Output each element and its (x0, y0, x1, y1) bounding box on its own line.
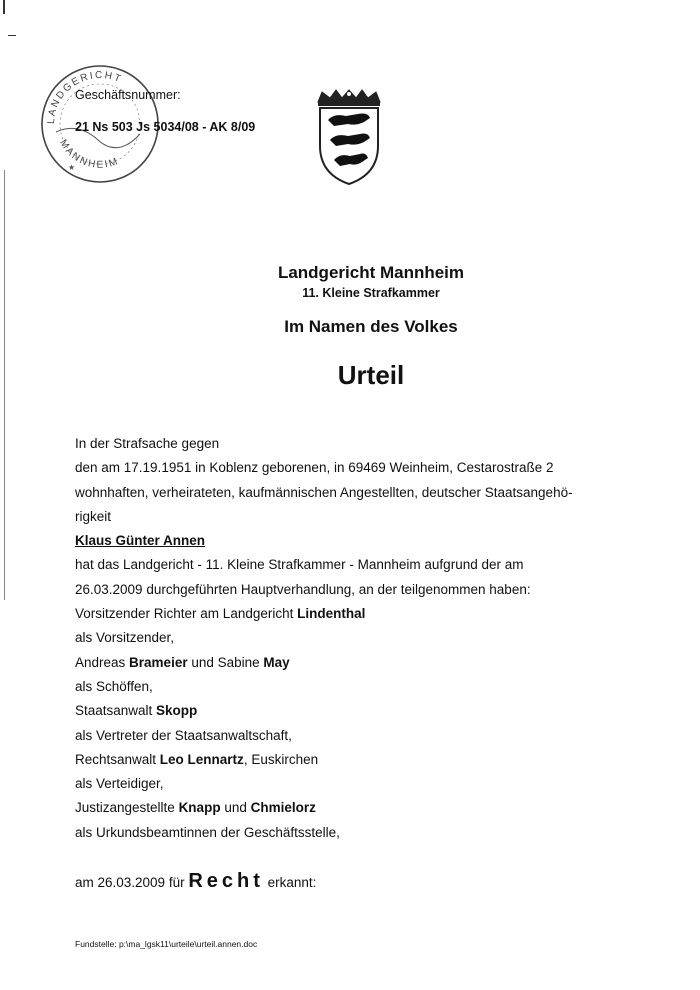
lay-judge-name: May (263, 654, 290, 670)
scan-mark (8, 35, 16, 36)
body-line: den am 17.19.1951 in Koblenz geborenen, in 69469 Weinheim, Cestarostraße 2 (75, 460, 554, 476)
lawyer-name: Leo Lennartz (159, 751, 244, 767)
lawyer-line (75, 748, 635, 772)
coat-of-arms-icon (312, 88, 386, 186)
lawyer-city: , Euskirchen (243, 751, 319, 767)
stamp-text-bottom: MANNHEIM (57, 137, 121, 171)
judge-line (75, 602, 635, 626)
lay-judges-line (75, 651, 635, 675)
prosecutor-title: Staatsanwalt (75, 703, 157, 719)
body-line: rigkeit (75, 508, 112, 524)
prosecutor-role: als Vertreter der Staatsanwaltschaft, (75, 727, 292, 743)
conclusion-end: erkannt: (263, 875, 317, 890)
verdict-title: Urteil (337, 360, 405, 390)
prosecutor-name: Skopp (156, 703, 198, 719)
body-line: In der Strafsache gegen (75, 436, 220, 451)
stamp-text-top: LANDGERICHT (45, 69, 124, 125)
clerks-line (75, 796, 635, 820)
judge-role: als Vorsitzender, (75, 630, 175, 646)
reference-number: 21 Ns 503 Js 5034/08 - AK 8/09 (75, 120, 256, 134)
prosecutor-line (75, 699, 635, 723)
conclusion-line (75, 870, 316, 893)
chamber-name: 11. Kleine Strafkammer (302, 286, 440, 300)
body-line: 26.03.2009 durchgeführten Hauptverhandlung, an der teilgenommen haben: (75, 581, 531, 597)
in-the-name-heading: Im Namen des Volkes (284, 317, 458, 336)
lay-role: als Schöffen, (75, 678, 153, 694)
svg-text:MANNHEIM (57, 138, 121, 171)
body-line: hat das Landgericht - 11. Kleine Strafkammer - Mannheim aufgrund der am (75, 557, 524, 573)
judge-name: Lindenthal (297, 606, 366, 622)
conjunction: und Sabine (187, 654, 264, 670)
judge-title: Vorsitzender Richter am Landgericht (75, 606, 298, 622)
clerks-role: als Urkundsbeamtinnen der Geschäftsstelle, (75, 824, 340, 840)
clerk-name: Chmielorz (250, 800, 316, 816)
lay-judge-first: Andreas (75, 654, 130, 670)
court-name: Landgericht Mannheim (277, 263, 465, 282)
document-body (75, 432, 635, 845)
clerk-name: Knapp (178, 800, 221, 816)
conclusion-date: am 26.03.2009 für (75, 875, 189, 890)
body-line: wohnhaften, verheirateten, kaufmännischen Angestellten, deutscher Staatsangehö- (75, 484, 573, 500)
lawyer-role: als Verteidiger, (75, 776, 164, 792)
file-reference-footer: Fundstelle: p:\ma_lgsk11\urteile\urteil.annen.doc (75, 939, 258, 949)
lawyer-title: Rechtsanwalt (75, 751, 160, 767)
clerk-title: Justizangestellte (75, 800, 179, 816)
lay-judge-name: Brameier (129, 654, 188, 670)
reference-label: Geschäftsnummer: (75, 88, 181, 102)
defendant-name: Klaus Günter Annen (75, 533, 206, 549)
conjunction: und (220, 800, 251, 816)
recht-word: Recht (188, 870, 264, 892)
svg-text:★: ★ (68, 163, 76, 172)
scan-mark (3, 0, 5, 14)
